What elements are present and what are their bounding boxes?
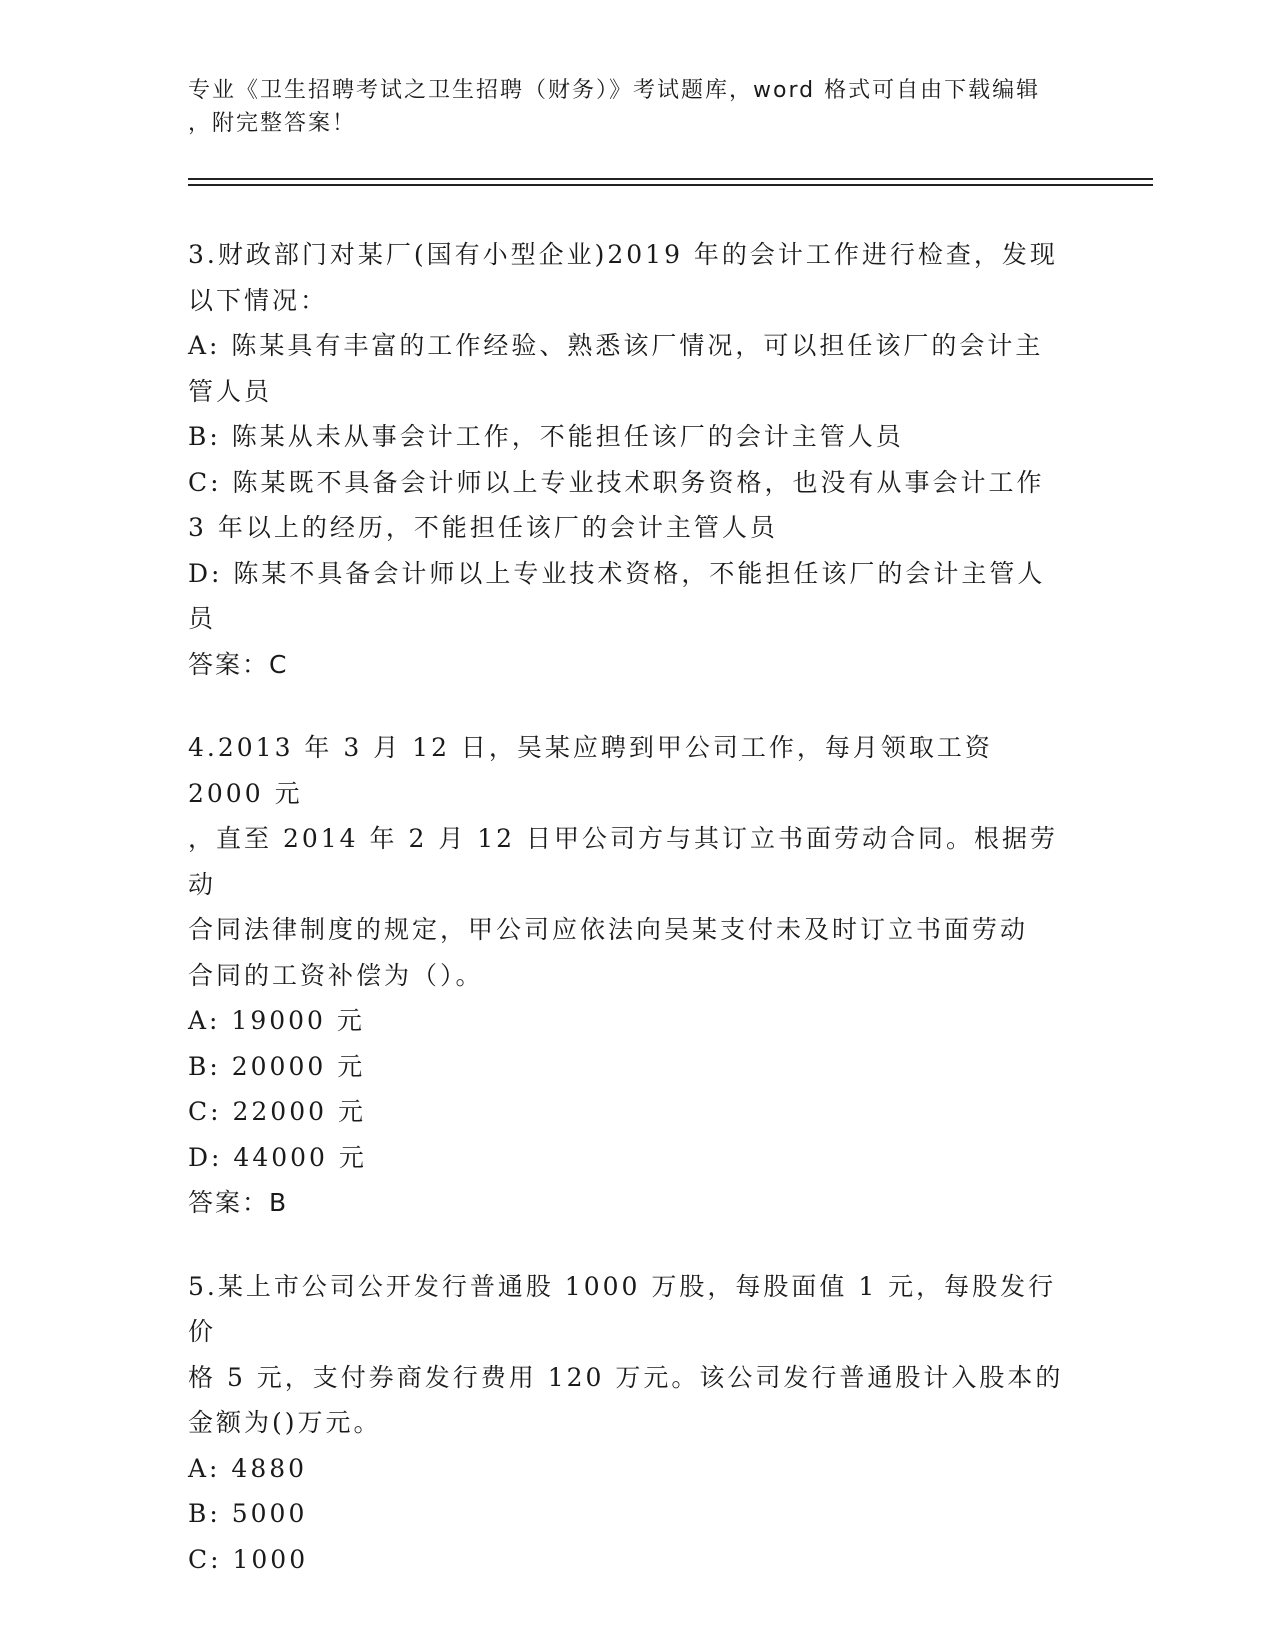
option-line: A: 陈某具有丰富的工作经验、熟悉该厂情况，可以担任该厂的会计主 [188, 331, 1044, 360]
option-line: 管人员 [188, 376, 273, 406]
header-line-2: ，附完整答案！ [188, 111, 357, 136]
document-header [188, 74, 1088, 140]
header-divider-top [188, 178, 1153, 180]
question-5 [188, 1264, 1068, 1583]
question-stem-line: 合同的工资补偿为（）。 [188, 960, 484, 990]
question-stem-line: 合同法律制度的规定，甲公司应依法向吴某支付未及时订立书面劳动 [188, 915, 1029, 944]
option-line: A: 19000 元 [188, 1006, 365, 1035]
question-stem-line: 3.财政部门对某厂(国有小型企业)2019 年的会计工作进行检查，发现 [188, 240, 1058, 269]
header-divider-bottom [188, 184, 1153, 186]
answer-label: 答案：C [188, 649, 289, 679]
option-line: 员 [188, 604, 217, 633]
question-3 [188, 232, 1068, 687]
option-line: D: 44000 元 [188, 1142, 367, 1172]
question-stem-line: 金额为()万元。 [188, 1408, 382, 1437]
option-line: A: 4880 [188, 1453, 308, 1483]
option-line: D: 陈某不具备会计师以上专业技术资格，不能担任该厂的会计主管人 [188, 558, 1046, 588]
option-line: C: 1000 [188, 1544, 309, 1574]
option-line: B: 20000 元 [188, 1051, 366, 1081]
answer-label: 答案：B [188, 1188, 289, 1217]
option-line: C: 22000 元 [188, 1097, 366, 1126]
question-stem-line: ，直至 2014 年 2 月 12 日甲公司方与其订立书面劳动合同。根据劳动 [188, 824, 1059, 899]
option-line: C: 陈某既不具备会计师以上专业技术职务资格，也没有从事会计工作 [188, 467, 1045, 497]
option-line: B: 5000 [188, 1499, 308, 1528]
question-list [188, 232, 1068, 1620]
question-stem-line: 5.某上市公司公开发行普通股 1000 万股，每股面值 1 元，每股发行价 [188, 1271, 1057, 1346]
option-line: 3 年以上的经历，不能担任该厂的会计主管人员 [188, 513, 778, 542]
header-line-1: 专业《卫生招聘考试之卫生招聘（财务）》考试题库，word 格式可自由下载编辑 [188, 78, 1041, 103]
question-stem-line: 格 5 元，支付券商发行费用 120 万元。该公司发行普通股计入股本的 [188, 1362, 1064, 1392]
option-line: B: 陈某从未从事会计工作，不能担任该厂的会计主管人员 [188, 422, 904, 451]
question-4 [188, 725, 1068, 1226]
question-stem-line: 4.2013 年 3 月 12 日，吴某应聘到甲公司工作，每月领取工资 2000 元 [188, 733, 993, 808]
question-stem-line: 以下情况： [188, 285, 329, 315]
